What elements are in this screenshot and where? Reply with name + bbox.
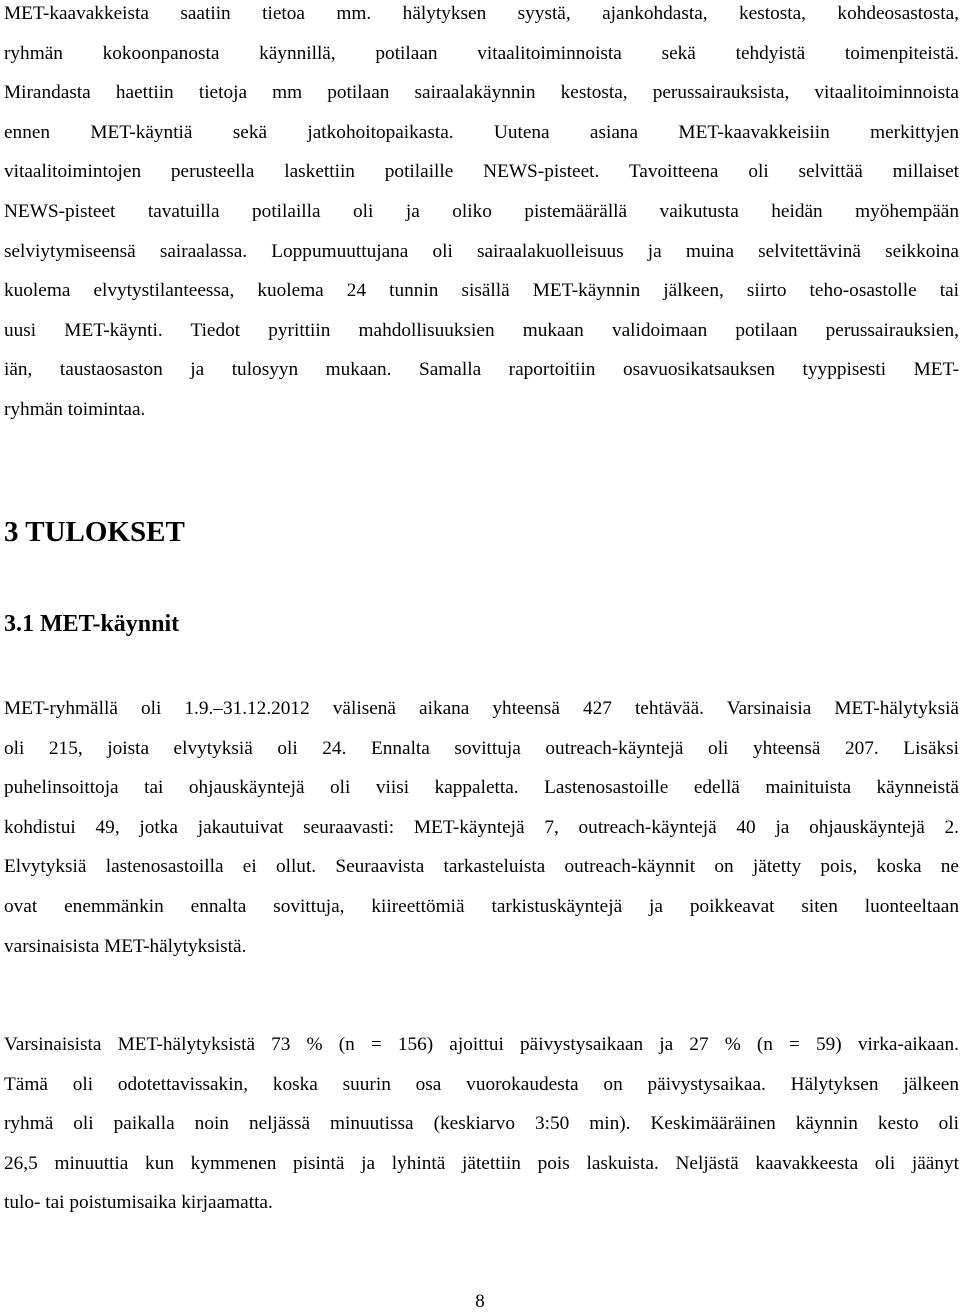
text-line: ovat enemmänkin ennalta sovittuja, kiireettömiä tarkistuskäyntejä ja poikkeavat siten luonteeltaan (4, 895, 959, 917)
results-paragraph-2 (4, 1025, 959, 1223)
text-line: oli 215, joista elvytyksiä oli 24. Ennalta sovittuja outreach-käyntejä oli yhteensä 207. Lisäksi (4, 737, 959, 759)
text-line: ryhmän kokoonpanosta käynnillä, potilaan vitaalitoiminnoista sekä tehdyistä toimenpiteistä. (4, 42, 959, 64)
text-line: kuolema elvytystilanteessa, kuolema 24 tunnin sisällä MET-käynnin jälkeen, siirto teho-osastolle tai (4, 280, 959, 302)
text-line: Mirandasta haettiin tietoja mm potilaan sairaalakäynnin kestosta, perussairauksista, vitaalitoiminnoista (4, 82, 959, 104)
section-heading: 3 TULOKSET (4, 516, 185, 548)
results-paragraph-1 (4, 689, 959, 966)
text-line: NEWS-pisteet tavatuilla potilailla oli ja oliko pistemäärällä vaikutusta heidän myöhempään (4, 200, 959, 222)
text-line: ennen MET-käyntiä sekä jatkohoitopaikasta. Uutena asiana MET-kaavakkeisiin merkittyjen (4, 121, 959, 143)
text-line: kohdistui 49, jotka jakautuivat seuraavasti: MET-käyntejä 7, outreach-käyntejä 40 ja ohjauskäyntejä 2. (4, 816, 959, 838)
text-line: MET-ryhmällä oli 1.9.–31.12.2012 välisenä aikana yhteensä 427 tehtävää. Varsinaisia MET-hälytyksiä (4, 698, 959, 719)
text-line: varsinaisista MET-hälytyksistä. (4, 935, 247, 957)
text-line: iän, taustaosaston ja tulosyyn mukaan. Samalla raportoitiin osavuosikatsauksen tyyppisesti MET- (4, 359, 959, 381)
text-line: Varsinaisista MET-hälytyksistä 73 % (n = 156) ajoittui päivystysaikaan ja 27 % (n = 59) virka-aikaan. (4, 1034, 959, 1055)
text-line: MET-kaavakkeista saatiin tietoa mm. hälytyksen syystä, ajankohdasta, kestosta, kohdeosastosta, (4, 3, 959, 24)
text-line: vitaalitoimintojen perusteella laskettiin potilaille NEWS-pisteet. Tavoitteena oli selvittää millaiset (4, 161, 959, 183)
page-number: 8 (475, 1291, 485, 1312)
text-line: selviytymiseensä sairaalassa. Loppumuuttujana oli sairaalakuolleisuus ja muina selvitettävinä seikkoina (4, 240, 959, 262)
text-line: Elvytyksiä lastenosastoilla ei ollut. Seuraavista tarkasteluista outreach-käynnit on jätetty pois, koska ne (4, 856, 959, 878)
text-line: tulo- tai poistumisaika kirjaamatta. (4, 1192, 273, 1214)
intro-paragraph (4, 0, 959, 430)
text-line: Tämä oli odotettavissakin, koska suurin osa vuorokaudesta on päivystysaikaa. Hälytyksen jälkeen (4, 1073, 959, 1095)
text-line: 26,5 minuuttia kun kymmenen pisintä ja lyhintä jätettiin pois laskuista. Neljästä kaavakkeesta oli jäänyt (4, 1152, 959, 1174)
text-line: uusi MET-käynti. Tiedot pyrittiin mahdollisuuksien mukaan validoimaan potilaan perussairauksien, (4, 319, 959, 341)
text-line: ryhmän toimintaa. (4, 398, 146, 420)
subsection-heading: 3.1 MET-käynnit (4, 611, 180, 637)
text-line: puhelinsoittoja tai ohjauskäyntejä oli viisi kappaletta. Lastenosastoille edellä mainituista käynneistä (4, 777, 959, 799)
text-line: ryhmä oli paikalla noin neljässä minuutissa (keskiarvo 3:50 min). Keskimääräinen käynnin kesto oli (4, 1113, 959, 1135)
